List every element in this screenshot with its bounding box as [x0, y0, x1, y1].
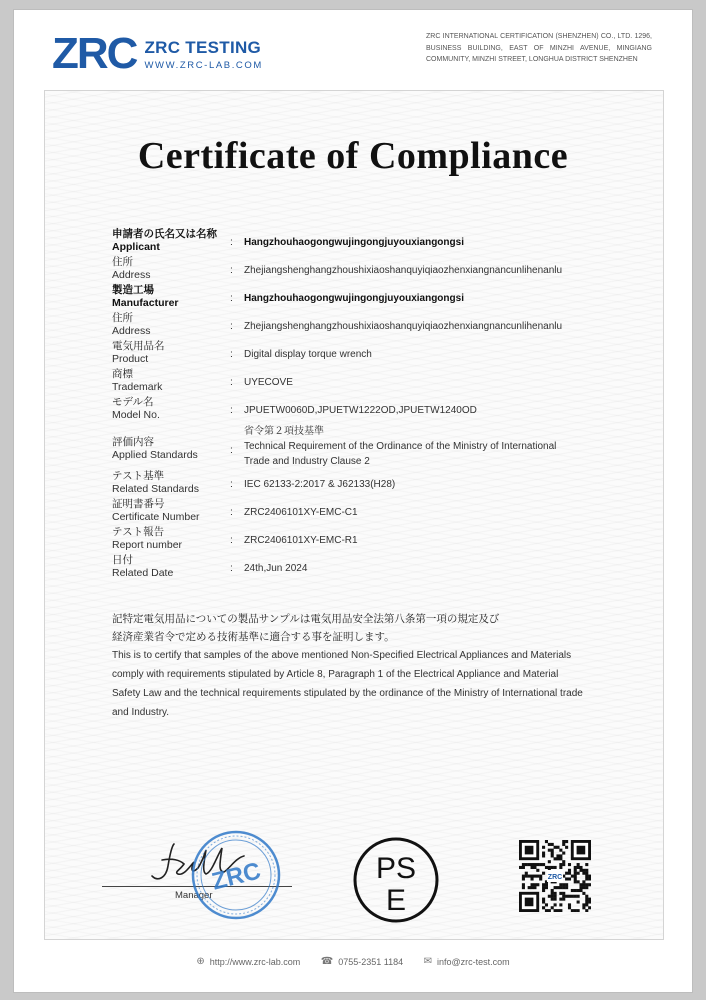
- field-label-en: Applied Standards: [112, 449, 198, 461]
- field-label-jp: 商標: [112, 368, 133, 380]
- website-text: http://www.zrc-lab.com: [209, 956, 301, 967]
- qr-module: [562, 883, 565, 886]
- qr-module: [577, 866, 580, 869]
- qr-module: [565, 886, 568, 889]
- qr-module: [568, 895, 571, 898]
- qr-module: [556, 854, 559, 857]
- qr-module: [562, 860, 565, 863]
- qr-module: [554, 892, 557, 895]
- field-label-jp: 製造工場: [112, 284, 154, 296]
- qr-module: [551, 852, 554, 855]
- qr-module: [533, 863, 536, 866]
- field-value: ZRC2406101XY-EMC-R1: [244, 535, 358, 546]
- field-label-en: Manufacturer: [112, 297, 179, 309]
- field-colon: :: [230, 264, 233, 276]
- qr-module: [554, 903, 557, 906]
- qr-code: [519, 840, 591, 912]
- qr-module: [579, 889, 582, 892]
- field-row: [112, 256, 612, 284]
- qr-module: [551, 898, 554, 901]
- qr-module: [574, 909, 577, 912]
- field-colon: :: [230, 404, 233, 416]
- pse-mark: [352, 836, 440, 924]
- qr-module: [533, 866, 536, 869]
- qr-module: [585, 869, 588, 872]
- field-label: [112, 470, 230, 498]
- qr-module: [574, 869, 577, 872]
- logo-text: [144, 38, 262, 71]
- qr-module: [554, 866, 557, 869]
- field-label-jp: テスト報告: [112, 526, 165, 538]
- qr-module: [574, 889, 577, 892]
- qr-module: [562, 852, 565, 855]
- field-row: [112, 424, 612, 470]
- pse-mark-bottom: E: [385, 884, 407, 917]
- qr-module: [585, 909, 588, 912]
- field-value-line: Trade and Industry Clause 2: [244, 456, 370, 467]
- qr-module: [571, 909, 574, 912]
- field-value-line: Technical Requirement of the Ordinance of the Ministry of International: [244, 441, 557, 452]
- qr-module: [522, 886, 525, 889]
- field-colon: :: [230, 444, 233, 456]
- field-label: [112, 284, 230, 312]
- qr-module: [539, 877, 542, 880]
- qr-module: [574, 866, 577, 869]
- qr-module: [582, 883, 585, 886]
- qr-module: [588, 900, 591, 903]
- field-label-en: Report number: [112, 539, 183, 551]
- field-row: [112, 284, 612, 312]
- qr-module: [545, 883, 548, 886]
- qr-module: [562, 892, 565, 895]
- pse-mark-top: PS: [375, 852, 417, 885]
- qr-module: [548, 866, 551, 869]
- qr-module: [525, 863, 528, 866]
- qr-module: [536, 875, 539, 878]
- qr-module: [577, 863, 580, 866]
- qr-module: [568, 877, 571, 880]
- field-label-jp: 評価内容: [112, 436, 154, 448]
- field-colon: :: [230, 506, 233, 518]
- header: [14, 10, 692, 90]
- qr-module: [542, 852, 545, 855]
- qr-module: [531, 883, 534, 886]
- qr-module: [559, 886, 562, 889]
- qr-module: [565, 840, 568, 843]
- qr-module: [548, 909, 551, 912]
- logo-mark: ZRC: [52, 29, 137, 78]
- qr-finder-core: [577, 846, 586, 855]
- field-value: Zhejiangshenghangzhoushixiaoshanquyiqiaozhenxiangnancunlihenanlu: [244, 321, 563, 332]
- qr-module: [551, 895, 554, 898]
- qr-module: [551, 892, 554, 895]
- qr-module: [522, 866, 525, 869]
- qr-module: [571, 889, 574, 892]
- qr-module: [574, 880, 577, 883]
- field-label-en: Address: [112, 269, 151, 281]
- field-label: [112, 340, 230, 368]
- qr-logo-text: ZRC: [547, 874, 563, 881]
- qr-module: [579, 866, 582, 869]
- field-label: [112, 554, 230, 582]
- qr-module: [551, 849, 554, 852]
- field-value: [244, 424, 612, 470]
- qr-module: [559, 863, 562, 866]
- field-row: [112, 396, 612, 424]
- qr-module: [551, 854, 554, 857]
- email-text: info@zrc-test.com: [437, 956, 510, 967]
- qr-module: [545, 840, 548, 843]
- statement-jp-line: 経済産業省令で定める技術基準に適合する事を証明します。: [112, 631, 395, 643]
- qr-module: [574, 895, 577, 898]
- field-label-jp: 申請者の氏名又は名称: [112, 228, 217, 240]
- footer-email: [424, 956, 510, 967]
- qr-module: [531, 866, 534, 869]
- qr-module: [577, 895, 580, 898]
- qr-module: [577, 872, 580, 875]
- qr-module: [525, 872, 528, 875]
- qr-module: [522, 877, 525, 880]
- qr-module: [528, 886, 531, 889]
- qr-module: [562, 898, 565, 901]
- qr-module: [588, 877, 591, 880]
- qr-module: [548, 849, 551, 852]
- field-colon: :: [230, 534, 233, 546]
- qr-module: [562, 840, 565, 843]
- field-value: Zhejiangshenghangzhoushixiaoshanquyiqiaozhenxiangnancunlihenanlu: [244, 265, 563, 276]
- qr-module: [522, 883, 525, 886]
- field-value: UYECOVE: [244, 377, 293, 388]
- qr-module: [551, 843, 554, 846]
- qr-module: [571, 895, 574, 898]
- qr-module: [531, 875, 534, 878]
- qr-module: [574, 875, 577, 878]
- qr-module: [588, 906, 591, 909]
- qr-module: [542, 883, 545, 886]
- field-row: [112, 526, 612, 554]
- field-row: [112, 312, 612, 340]
- statement-jp-line: 記特定電気用品についての製品サンプルは電気用品安全法第八条第一項の規定及び: [112, 613, 500, 625]
- field-label-en: Address: [112, 325, 151, 337]
- field-label-en: Certificate Number: [112, 511, 200, 523]
- globe-icon: ⊕: [196, 956, 205, 967]
- field-label: [112, 498, 230, 526]
- qr-module: [559, 866, 562, 869]
- qr-module: [548, 843, 551, 846]
- field-label-jp: 日付: [112, 554, 133, 566]
- qr-module: [568, 872, 571, 875]
- qr-finder-core: [525, 846, 534, 855]
- field-value: JPUETW0060D,JPUETW1222OD,JPUETW1240OD: [244, 405, 477, 416]
- field-label-en: Model No.: [112, 409, 160, 421]
- qr-module: [577, 889, 580, 892]
- qr-module: [554, 909, 557, 912]
- qr-module: [519, 866, 522, 869]
- qr-module: [533, 883, 536, 886]
- qr-module: [559, 909, 562, 912]
- qr-module: [545, 866, 548, 869]
- qr-module: [588, 898, 591, 901]
- qr-module: [542, 898, 545, 901]
- qr-finder-core: [525, 898, 534, 907]
- qr-module: [542, 872, 545, 875]
- qr-module: [579, 883, 582, 886]
- qr-module: [582, 903, 585, 906]
- statement: [112, 610, 612, 722]
- qr-module: [545, 909, 548, 912]
- qr-module: [562, 863, 565, 866]
- qr-module: [554, 898, 557, 901]
- field-colon: :: [230, 348, 233, 360]
- footer: [14, 956, 692, 967]
- field-value: Hangzhouhaogongwujingongjuyouxiangongsi: [244, 237, 464, 248]
- qr-module: [536, 869, 539, 872]
- qr-module: [548, 895, 551, 898]
- field-colon: :: [230, 236, 233, 248]
- qr-module: [559, 849, 562, 852]
- qr-module: [585, 898, 588, 901]
- fields-table: [112, 228, 612, 582]
- qr-module: [568, 869, 571, 872]
- statement-en-line: and Industry.: [112, 707, 170, 718]
- qr-module: [545, 903, 548, 906]
- field-label: [112, 228, 230, 256]
- qr-module: [562, 886, 565, 889]
- qr-module: [568, 906, 571, 909]
- logo-title: ZRC TESTING: [144, 37, 262, 57]
- qr-module: [542, 900, 545, 903]
- field-label: [112, 526, 230, 554]
- qr-module: [556, 857, 559, 860]
- qr-module: [542, 854, 545, 857]
- field-value: IEC 62133-2:2017 & J62133(H28): [244, 479, 396, 490]
- company-info: [426, 31, 652, 66]
- qr-module: [585, 886, 588, 889]
- field-label: [112, 396, 230, 424]
- qr-module: [585, 863, 588, 866]
- qr-module: [542, 846, 545, 849]
- field-label-en: Applicant: [112, 241, 160, 253]
- qr-module: [585, 900, 588, 903]
- qr-module: [579, 869, 582, 872]
- qr-module: [531, 863, 534, 866]
- footer-website: [196, 956, 300, 967]
- qr-module: [542, 906, 545, 909]
- footer-phone: [321, 956, 403, 967]
- qr-module: [542, 886, 545, 889]
- qr-module: [551, 906, 554, 909]
- qr-module: [531, 877, 534, 880]
- certificate-page: [14, 10, 692, 992]
- qr-module: [582, 869, 585, 872]
- field-row: [112, 470, 612, 498]
- qr-module: [554, 846, 557, 849]
- field-row: [112, 340, 612, 368]
- logo-url: WWW.ZRC-LAB.COM: [144, 59, 263, 71]
- qr-module: [588, 883, 591, 886]
- field-value: ZRC2406101XY-EMC-C1: [244, 507, 358, 518]
- zrc-seal: [190, 829, 282, 921]
- mail-icon: ✉: [423, 956, 433, 967]
- company-logo: [52, 29, 263, 78]
- qr-module: [536, 883, 539, 886]
- qr-module: [554, 895, 557, 898]
- qr-module: [568, 903, 571, 906]
- statement-en-line: comply with requirements stipulated by Article 8, Paragraph 1 of the Electrical Appliance and Material: [112, 669, 559, 680]
- qr-module: [559, 892, 562, 895]
- signature-label: Manager: [175, 890, 213, 901]
- qr-module: [559, 883, 562, 886]
- field-value: 24th,Jun 2024: [244, 563, 308, 574]
- qr-module: [548, 860, 551, 863]
- qr-module: [565, 883, 568, 886]
- qr-module: [565, 877, 568, 880]
- qr-module: [565, 895, 568, 898]
- qr-module: [585, 903, 588, 906]
- field-label: [112, 256, 230, 284]
- qr-module: [574, 877, 577, 880]
- field-value-line: 省令第２項技基準: [244, 426, 324, 437]
- field-colon: :: [230, 478, 233, 490]
- qr-module: [562, 895, 565, 898]
- certificate-title: Certificate of Compliance: [137, 135, 569, 177]
- qr-module: [559, 903, 562, 906]
- qr-module: [559, 898, 562, 901]
- qr-module: [562, 843, 565, 846]
- qr-module: [565, 846, 568, 849]
- qr-module: [582, 886, 585, 889]
- field-value: Digital display torque wrench: [244, 349, 372, 360]
- qr-module: [528, 863, 531, 866]
- qr-module: [551, 889, 554, 892]
- qr-module: [545, 886, 548, 889]
- field-colon: :: [230, 320, 233, 332]
- qr-module: [539, 875, 542, 878]
- field-label-jp: モデル名: [112, 396, 154, 408]
- qr-module: [559, 854, 562, 857]
- qr-module: [556, 886, 559, 889]
- qr-module: [528, 875, 531, 878]
- field-label: [112, 368, 230, 396]
- field-label-en: Related Date: [112, 567, 174, 579]
- qr-module: [577, 880, 580, 883]
- qr-module: [579, 886, 582, 889]
- qr-module: [582, 880, 585, 883]
- company-address: 1296, BUSINESS BUILDING, EAST OF MINZHI AVENUE, MINGIANG COMMUNITY, MINZHI STREET, LONGHUA DISTRICT SHENZHEN: [426, 33, 653, 63]
- qr-module: [577, 900, 580, 903]
- field-colon: :: [230, 376, 233, 388]
- qr-module: [574, 872, 577, 875]
- field-label-jp: テスト基準: [112, 470, 165, 482]
- qr-module: [533, 875, 536, 878]
- qr-module: [522, 863, 525, 866]
- qr-module: [582, 906, 585, 909]
- qr-module: [536, 863, 539, 866]
- qr-module: [577, 909, 580, 912]
- field-label-jp: 住所: [112, 312, 133, 324]
- qr-module: [585, 883, 588, 886]
- qr-module: [522, 875, 525, 878]
- seal-text: ZRC: [209, 857, 264, 896]
- qr-module: [556, 846, 559, 849]
- field-colon: :: [230, 562, 233, 574]
- qr-module: [539, 863, 542, 866]
- field-label-en: Related Standards: [112, 483, 199, 495]
- field-label-jp: 証明書番号: [112, 498, 165, 510]
- field-label-jp: 住所: [112, 256, 133, 268]
- field-row: [112, 498, 612, 526]
- qr-module: [556, 909, 559, 912]
- qr-module: [559, 857, 562, 860]
- qr-module: [585, 875, 588, 878]
- qr-module: [568, 863, 571, 866]
- qr-module: [588, 875, 591, 878]
- phone-text: 0755-2351 1184: [338, 956, 404, 967]
- qr-module: [542, 889, 545, 892]
- qr-module: [542, 863, 545, 866]
- statement-en-line: This is to certify that samples of the above mentioned Non-Specified Electrical Appliances and Materials: [112, 650, 572, 661]
- phone-icon: ☎: [320, 956, 334, 967]
- qr-module: [533, 886, 536, 889]
- field-row: [112, 554, 612, 582]
- company-name: ZRC INTERNATIONAL CERTIFICATION (SHENZHEN) CO., LTD.: [426, 33, 633, 40]
- field-row: [112, 228, 612, 256]
- field-label-en: Product: [112, 353, 149, 365]
- field-row: [112, 368, 612, 396]
- qr-module: [585, 877, 588, 880]
- qr-module: [554, 886, 557, 889]
- qr-module: [565, 872, 568, 875]
- qr-module: [585, 872, 588, 875]
- field-label-en: Trademark: [112, 381, 163, 393]
- qr-module: [554, 857, 557, 860]
- qr-module: [582, 892, 585, 895]
- field-colon: :: [230, 292, 233, 304]
- qr-module: [582, 872, 585, 875]
- qr-module: [531, 886, 534, 889]
- qr-module: [571, 875, 574, 878]
- field-value: Hangzhouhaogongwujingongjuyouxiangongsi: [244, 293, 464, 304]
- qr-module: [551, 866, 554, 869]
- statement-en-line: Safety Law and the technical requirements stipulated by the ordinance of the Ministry of International trade: [112, 688, 583, 699]
- field-label-jp: 電気用品名: [112, 340, 165, 352]
- qr-module: [585, 895, 588, 898]
- field-label: [112, 424, 230, 470]
- field-label: [112, 312, 230, 340]
- qr-module: [525, 875, 528, 878]
